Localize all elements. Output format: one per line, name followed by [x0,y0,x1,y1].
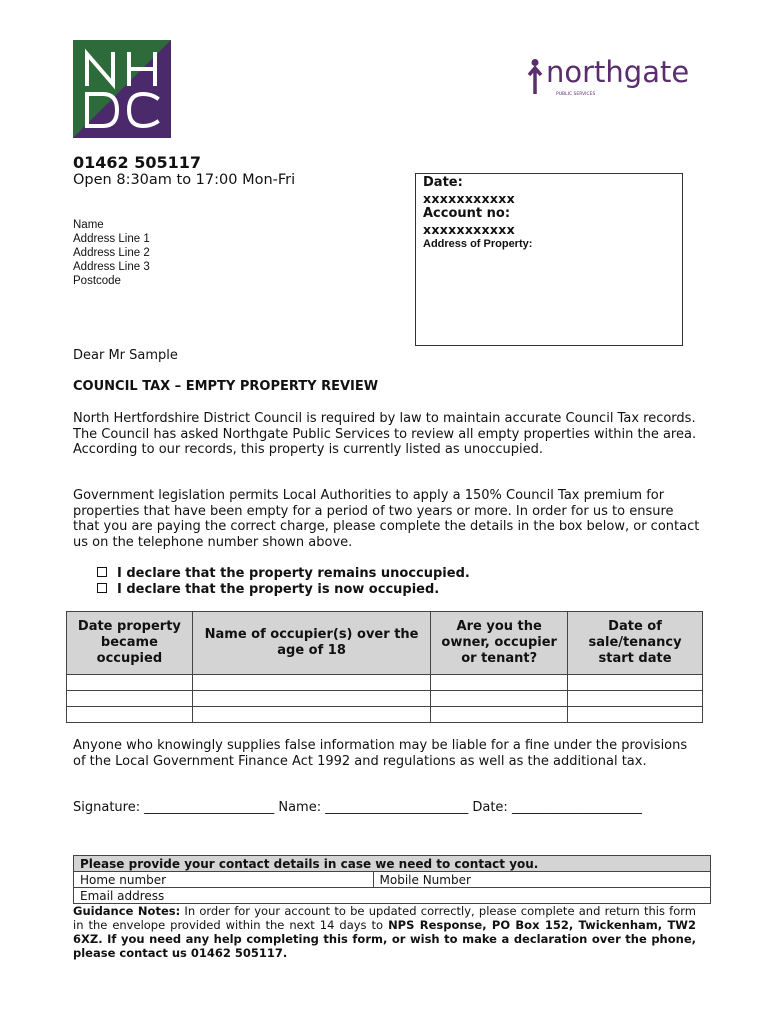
table-cell[interactable] [431,675,568,691]
contact-details-table [73,855,711,904]
table-cell[interactable] [67,707,193,723]
header-date-occupied: Date property became occupied [67,612,193,675]
date-value: xxxxxxxxxxx [423,190,515,206]
guidance-label: Guidance Notes: [73,904,181,918]
table-cell[interactable] [192,691,431,707]
guidance-text-1: In order for your account to be updated correctly, please complete and return this form in the envelope provided within the next 14 days to [73,904,696,932]
occupancy-table [66,611,703,723]
occupancy-header-row [67,612,703,675]
table-cell[interactable] [568,691,703,707]
return-address: NPS Response, PO Box 152, Twickenham, TW2 6XZ. [73,918,696,946]
salutation: Dear Mr Sample [73,348,178,363]
property-address-label: Address of Property: [423,238,533,250]
account-info-box [415,173,683,346]
header-sale-date: Date of sale/tenancy start date [568,612,703,675]
account-value: xxxxxxxxxxx [423,221,515,237]
letter-heading: COUNCIL TAX – EMPTY PROPERTY REVIEW [73,379,379,394]
table-row [67,707,703,723]
northgate-logo [526,58,702,98]
home-number-field[interactable]: Home number [74,872,374,888]
checkbox-unoccupied[interactable] [97,567,107,577]
email-address-field[interactable]: Email address [74,888,711,904]
table-cell[interactable] [67,675,193,691]
paragraph-intro: North Hertfordshire District Council is required by law to maintain accurate Council Tax records. The Council has asked Northgate Public Services to review all empty properties within the area. According to our records, this property is currently listed as unoccupied. [73,411,697,457]
contact-heading: Please provide your contact details in case we need to contact you. [74,856,711,872]
table-cell[interactable] [568,707,703,723]
address-postcode: Postcode [73,275,121,287]
table-cell[interactable] [568,675,703,691]
table-cell[interactable] [192,707,431,723]
account-label: Account no: [423,206,511,221]
address-line-3: Address Line 3 [73,261,150,273]
northgate-wordmark: northgate [546,58,690,89]
declaration-occupied[interactable] [97,582,439,597]
guidance-notes [73,904,696,960]
address-name: Name [73,219,104,231]
table-cell[interactable] [431,707,568,723]
opening-hours: Open 8:30am to 17:00 Mon-Fri [73,172,296,188]
table-row [67,691,703,707]
checkbox-occupied[interactable] [97,583,107,593]
paragraph-warning: Anyone who knowingly supplies false information may be liable for a fine under the provisions of the Local Government Finance Act 1992 and regulations as well as the additional tax. [73,738,688,769]
table-cell[interactable] [67,691,193,707]
declaration-unoccupied[interactable] [97,566,470,581]
header-occupier-names: Name of occupier(s) over the age of 18 [192,612,431,675]
phone-number: 01462 505117 [73,153,202,172]
header-owner-status: Are you the owner, occupier or tenant? [431,612,568,675]
nhdc-logo [73,40,171,138]
declaration-occupied-label: I declare that the property is now occupied. [117,582,440,597]
table-cell[interactable] [192,675,431,691]
date-label: Date: [423,175,463,190]
guidance-text-2: If you need any help completing this form, or wish to make a declaration over the phone, please contact us 01462 505117. [73,932,696,960]
table-row [67,675,703,691]
table-cell[interactable] [431,691,568,707]
address-line-2: Address Line 2 [73,247,150,259]
address-line-1: Address Line 1 [73,233,150,245]
paragraph-legislation: Government legislation permits Local Authorities to apply a 150% Council Tax premium for properties that have been empty for a period of two years or more. In order for us to ensure that you are paying the correct charge, please complete the details in the box below, or contact us on the telephone number shown above. [73,488,700,550]
recipient-address [73,218,150,288]
declaration-unoccupied-label: I declare that the property remains unoccupied. [117,566,470,581]
signature-line[interactable]: Signature: ____________________ Name: ______________________ Date: ____________________ [73,800,642,815]
northgate-subtitle: PUBLIC SERVICES [556,92,596,97]
mobile-number-field[interactable]: Mobile Number [373,872,710,888]
